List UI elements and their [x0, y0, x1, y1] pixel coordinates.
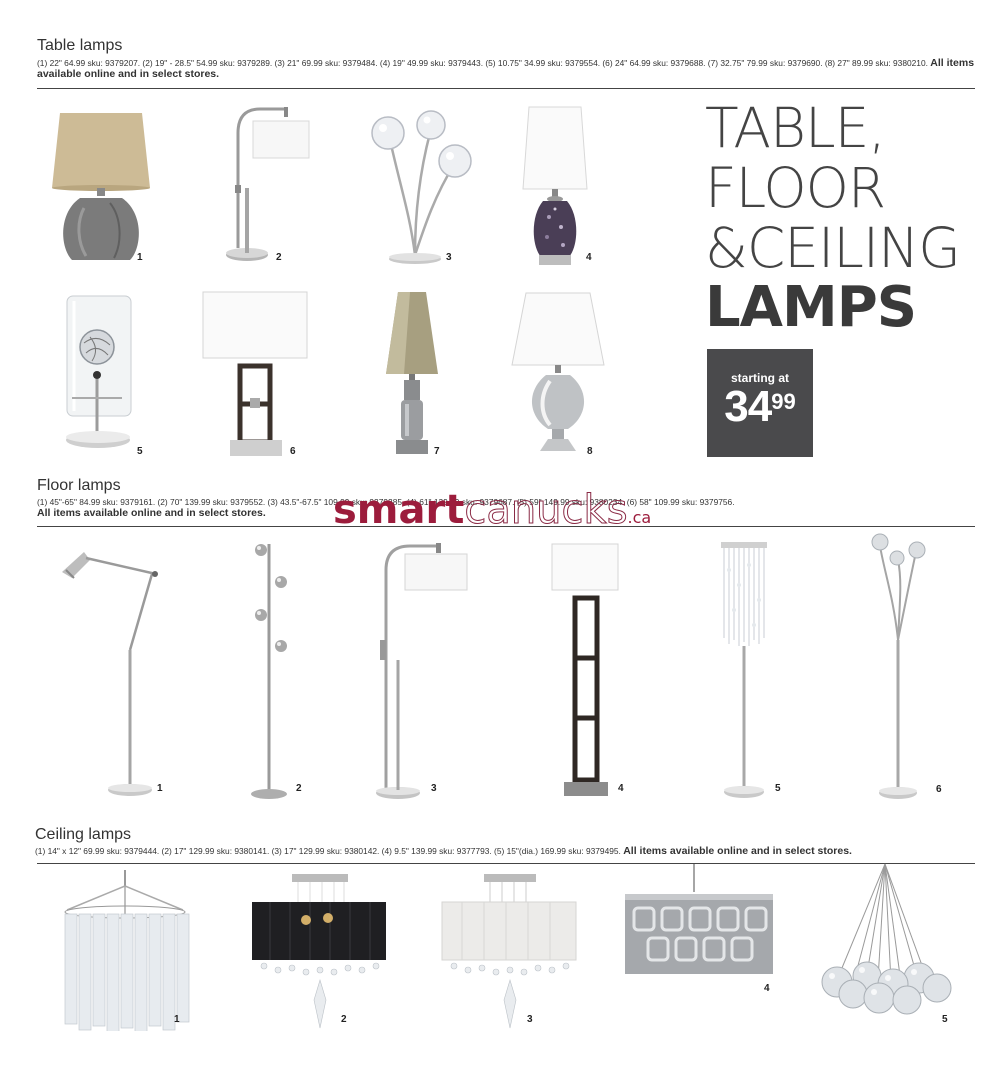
ceiling-lamp-2-image[interactable] [250, 870, 390, 1035]
floor-lamp-1-image[interactable] [60, 540, 165, 800]
watermark-part-2: canucks [464, 487, 628, 533]
floor-lamp-3-number: 3 [431, 783, 437, 794]
ceiling-lamp-3-number: 3 [527, 1014, 533, 1025]
table-lamp-3-number: 3 [446, 252, 452, 263]
table-lamp-8-number: 8 [587, 446, 593, 457]
floor-lamp-1-number: 1 [157, 783, 163, 794]
hero-line-4: LAMPS [705, 275, 917, 340]
ceiling-lamp-1-image[interactable] [55, 866, 195, 1031]
table-lamp-1-image[interactable] [50, 108, 155, 268]
table-lamp-2-image[interactable] [220, 103, 315, 268]
hero-line-1: TABLE, [705, 96, 885, 160]
table-lamp-7-number: 7 [434, 446, 440, 457]
section-divider [37, 88, 975, 89]
hero-headline [705, 98, 960, 338]
table-lamps-availability: All items available online and in select stores. [37, 57, 975, 80]
ceiling-lamps-availability: All items available online and in select stores. [623, 845, 852, 857]
ceiling-lamp-3-image[interactable] [440, 870, 580, 1035]
ceiling-lamps-specs: (1) 14" x 12" 69.99 sku: 9379444. (2) 17" 129.99 sku: 9380141. (3) 17" 129.99 sku: 9380142. (4) 9.5" 139.99 sku: 9377793. (5) 15"(dia.) 169.99 sku: 9379495. [35, 846, 621, 856]
table-lamps-description [37, 58, 977, 79]
table-lamp-6-number: 6 [290, 446, 296, 457]
watermark-part-1: smart [333, 487, 465, 533]
floor-lamps-title: Floor lamps [37, 477, 121, 494]
floor-lamp-6-number: 6 [936, 784, 942, 795]
ceiling-lamps-title: Ceiling lamps [35, 826, 132, 843]
table-lamp-5-number: 5 [137, 446, 143, 457]
price-cents: 99 [771, 389, 796, 414]
floor-lamp-2-number: 2 [296, 783, 302, 794]
price-label: starting at [730, 371, 789, 385]
ceiling-lamp-4-image[interactable] [622, 862, 777, 980]
table-lamp-3-image[interactable] [355, 105, 475, 270]
table-lamp-2-number: 2 [276, 252, 282, 263]
table-lamp-5-image[interactable] [62, 293, 137, 453]
ceiling-lamps-description [35, 846, 980, 857]
ceiling-lamp-5-image[interactable] [815, 862, 955, 1022]
floor-lamp-4-image[interactable] [548, 540, 623, 802]
floor-lamp-4-number: 4 [618, 783, 624, 794]
floor-lamps-specs: (1) 45"-65" 84.99 sku: 9379161. (2) 70" 139.99 sku: 9379552. (3) 43.5"-67.5" 109.99 sku: 9379285. (4) 61" 139.99 sku: 9379687. (5) 59" 149.99 sku: 9380234. (6) 58" 109.99 sku: 9379756. [37, 497, 735, 507]
table-lamp-7-image[interactable] [380, 290, 445, 460]
floor-lamp-5-image[interactable] [715, 540, 775, 802]
ceiling-lamp-2-number: 2 [341, 1014, 347, 1025]
watermark-part-3: .ca [627, 508, 652, 527]
table-lamps-title: Table lamps [37, 37, 123, 54]
hero-line-3: &CEILING [705, 216, 960, 280]
ceiling-lamp-4-number: 4 [764, 983, 770, 994]
smartcanucks-watermark [333, 487, 651, 533]
price-badge [707, 349, 813, 457]
table-lamps-specs: (1) 22" 64.99 sku: 9379207. (2) 19" - 28.5" 54.99 sku: 9379289. (3) 21" 69.99 sku: 9379484. (4) 19" 49.99 sku: 9379443. (5) 10.75" 34.99 sku: 9379554. (6) 24" 64.99 sku: 9379688. (7) 32.75" 79.99 sku: 9379690. (8) 27" 89.99 sku: 9380210. [37, 58, 928, 68]
floor-lamp-3-image[interactable] [372, 540, 472, 802]
table-lamp-4-image[interactable] [515, 105, 595, 270]
ceiling-lamp-5-number: 5 [942, 1014, 948, 1025]
table-lamp-4-number: 4 [586, 252, 592, 263]
floor-lamp-5-number: 5 [775, 783, 781, 794]
price-dollars: 34 [724, 382, 772, 431]
ceiling-lamp-1-number: 1 [174, 1014, 180, 1025]
hero-line-2: FLOOR [705, 156, 886, 220]
floor-lamps-availability: All items available online and in select stores. [37, 506, 266, 519]
floor-lamp-6-image[interactable] [862, 530, 937, 802]
table-lamp-1-number: 1 [137, 252, 143, 263]
table-lamp-8-image[interactable] [508, 291, 608, 461]
table-lamp-6-image[interactable] [200, 290, 310, 460]
floor-lamp-2-image[interactable] [245, 540, 300, 802]
